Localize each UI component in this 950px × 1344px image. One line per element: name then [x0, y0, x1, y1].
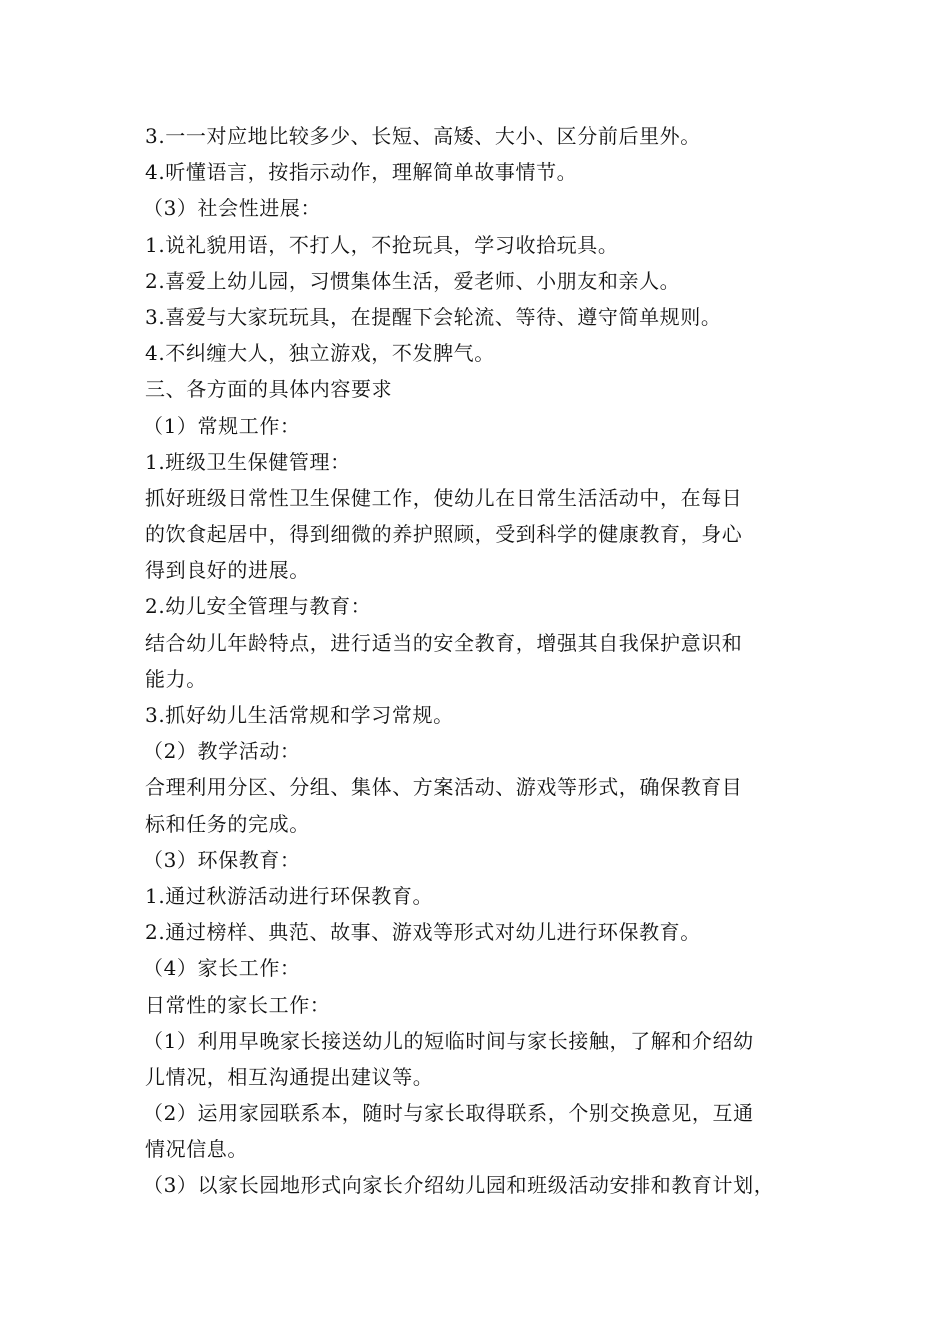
- text-line: 3.一一对应地比较多少、长短、高矮、大小、区分前后里外。: [145, 124, 701, 148]
- paragraph-line: 标和任务的完成。: [145, 811, 310, 836]
- text-line: 1.班级卫生保健管理：: [145, 449, 351, 474]
- document-page: [145, 118, 825, 1204]
- section-heading: （1）常规工作：: [143, 413, 301, 438]
- paragraph-line: 能力。: [145, 666, 207, 691]
- section-heading: 三、各方面的具体内容要求: [145, 377, 393, 402]
- text-line: 1.说礼貌用语，不打人，不抢玩具，学习收拾玩具。: [145, 232, 619, 257]
- text-line: 1.通过秋游活动进行环保教育。: [145, 883, 434, 908]
- paragraph-line: （3）以家长园地形式向家长介绍幼儿园和班级活动安排和教育计划，: [143, 1173, 775, 1198]
- text-line: 3.抓好幼儿生活常规和学习常规。: [145, 703, 454, 727]
- paragraph-line: （1）利用早晚家长接送幼儿的短临时间与家长接触，了解和介绍幼: [143, 1028, 754, 1053]
- section-heading: （2）教学活动：: [143, 739, 301, 764]
- paragraph-line: 的饮食起居中，得到细微的养护照顾，受到科学的健康教育，身心: [145, 522, 743, 547]
- section-heading: （4）家长工作：: [143, 956, 301, 981]
- text-line: 3.喜爱与大家玩玩具，在提醒下会轮流、等待、遵守简单规则。: [145, 304, 722, 329]
- text-line: 2.喜爱上幼儿园，习惯集体生活，爱老师、小朋友和亲人。: [145, 268, 681, 293]
- text-line: 4.不纠缠大人，独立游戏，不发脾气。: [145, 341, 495, 366]
- paragraph-line: 合理利用分区、分组、集体、方案活动、游戏等形式，确保教育目: [145, 775, 743, 800]
- text-line: 4.听懂语言，按指示动作，理解简单故事情节。: [145, 160, 578, 185]
- text-line: 2.通过榜样、典范、故事、游戏等形式对幼儿进行环保教育。: [145, 920, 701, 945]
- section-heading: （3）社会性进展：: [143, 196, 322, 221]
- paragraph-line: 儿情况，相互沟通提出建议等。: [145, 1064, 434, 1089]
- paragraph-line: （2）运用家园联系本，随时与家长取得联系，个别交换意见，互通: [143, 1101, 754, 1126]
- paragraph-line: 得到良好的进展。: [145, 558, 310, 583]
- paragraph-line: 抓好班级日常性卫生保健工作，使幼儿在日常生活活动中，在每日: [145, 485, 743, 510]
- text-line: 日常性的家长工作：: [145, 992, 331, 1017]
- paragraph-line: 结合幼儿年龄特点，进行适当的安全教育，增强其自我保护意识和: [145, 630, 743, 655]
- section-heading: （3）环保教育：: [143, 847, 301, 872]
- text-line: 2.幼儿安全管理与教育：: [145, 594, 372, 619]
- paragraph-line: 情况信息。: [145, 1137, 248, 1162]
